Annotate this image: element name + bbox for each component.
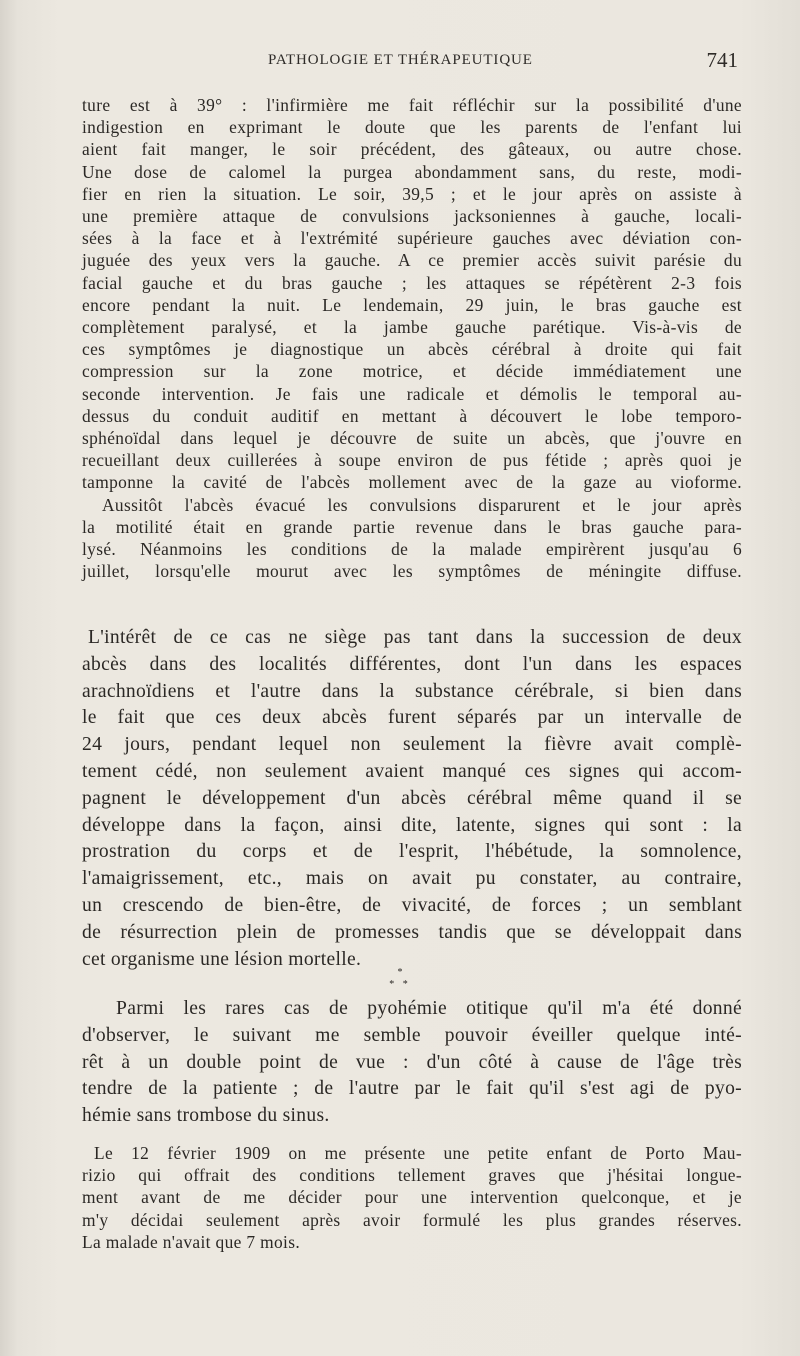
new-case-intro-paragraph [82,996,742,1130]
text-line: m'y décidai seulement après avoir formulé les plus grandes réserves. [82,1209,742,1230]
text-line: arachnoïdiens et l'autre dans la substance cérébrale, si bien dans [82,680,742,702]
text-line: sphénoïdal dans lequel je découvre de suite un abcès, que j'ouvre en [82,428,742,449]
text-line: ture est à 39° : l'infirmière me fait réfléchir sur la possibilité d'une [82,95,742,115]
text-line: tendre de la patiente ; de l'autre par le fait qu'il s'est agi de pyo- [82,1078,742,1100]
commentary-paragraph [82,625,742,973]
text-line: fier en rien la situation. Le soir, 39,5 ; et le jour après on assiste à [82,183,742,204]
text-line: compression sur la zone motrice, et décide immédiatement une [82,361,742,382]
text-line: hémie sans trombose du sinus. [82,1105,330,1127]
text-line: tement cédé, non seulement avaient manqué ces signes qui accom- [82,760,742,782]
text-line: Une dose de calomel la purgea abondamment sans, du reste, modi- [82,161,742,182]
text-line: tamponne la cavité de l'abcès mollement avec de la gaze au vioforme. [82,472,742,493]
text-line: développe dans la façon, ainsi dite, latente, signes qui sont : la [82,814,742,836]
text-line: juguée des yeux vers la gauche. A ce premier accès suivit parésie du [82,250,742,271]
text-line: rizio qui offrait des conditions tellement graves que j'hésitai longue- [82,1165,742,1186]
text-line: La malade n'avait que 7 mois. [82,1231,301,1252]
text-line: l'amaigrissement, etc., mais on avait pu constater, au contraire, [82,868,742,890]
text-line: juillet, lorsqu'elle mourut avec les symptômes de méningite diffuse. [82,561,742,582]
page-header [268,48,738,78]
text-line: cet organisme une lésion mortelle. [82,948,362,970]
text-line: abcès dans des localités différentes, dont l'un dans les espaces [82,653,742,675]
text-line: complètement paralysé, et la jambe gauche parétique. Vis-à-vis de [82,317,742,338]
text-line: un crescendo de bien-être, de vivacité, de forces ; un semblant [82,894,742,916]
text-line: L'intérêt de ce cas ne siège pas tant dans la succession de deux [88,627,742,648]
text-line: 24 jours, pendant lequel non seulement la fièvre avait complè- [82,734,742,756]
text-line: pagnent le développement d'un abcès cérébral même quand il se [82,787,742,809]
section-separator-bottom: * * [389,979,411,990]
text-line: rêt à un double point de vue : d'un côté à cause de l'âge très [82,1051,742,1073]
text-line: Parmi les rares cas de pyohémie otitique qu'il m'a été donné [116,998,742,1019]
text-line: Aussitôt l'abcès évacué les convulsions disparurent et le jour après [102,494,742,515]
text-line: sées à la face et à l'extrémité supérieure gauches avec déviation con- [82,228,742,249]
text-line: Le 12 février 1909 on me présente une petite enfant de Porto Mau- [94,1143,742,1163]
text-line: prostration du corps et de l'esprit, l'hébétude, la somnolence, [82,841,742,863]
text-line: ment avant de me décider pour une intervention quelconque, et je [82,1187,742,1208]
page-number: 741 [706,48,738,72]
text-line: de résurrection plein de promesses tandis que se développait dans [82,921,742,943]
section-separator-top: * [397,967,403,978]
text-line: seconde intervention. Je fais une radicale et démolis le temporal au- [82,383,742,404]
case-continuation-paragraph [82,94,742,582]
text-line: recueillant deux cuillerées à soupe environ de pus fétide ; après quoi je [82,450,742,471]
running-title: PATHOLOGIE ET THÉRAPEUTIQUE [268,52,533,68]
text-line: d'observer, le suivant me semble pouvoir éveiller quelque inté- [82,1024,742,1046]
text-line: lysé. Néanmoins les conditions de la malade empirèrent jusqu'au 6 [82,539,742,560]
text-line: une première attaque de convulsions jacksoniennes à gauche, locali- [82,206,742,227]
text-line: ces symptômes je diagnostique un abcès cérébral à droite qui fait [82,339,742,360]
text-line: facial gauche et du bras gauche ; les attaques se répétèrent 2-3 fois [82,272,742,293]
text-line: la motilité était en grande partie revenue dans le bras gauche para- [82,516,742,537]
new-case-report-paragraph [82,1142,742,1253]
text-line: encore pendant la nuit. Le lendemain, 29 juin, le bras gauche est [82,294,742,315]
text-line: indigestion en exprimant le doute que les parents de l'enfant lui [82,117,742,138]
text-line: aient fait manger, le soir précédent, des gâteaux, ou autre chose. [82,139,742,160]
text-line: le fait que ces deux abcès furent séparés par un intervalle de [82,707,742,729]
text-line: dessus du conduit auditif en mettant à découvert le lobe temporo- [82,405,742,426]
